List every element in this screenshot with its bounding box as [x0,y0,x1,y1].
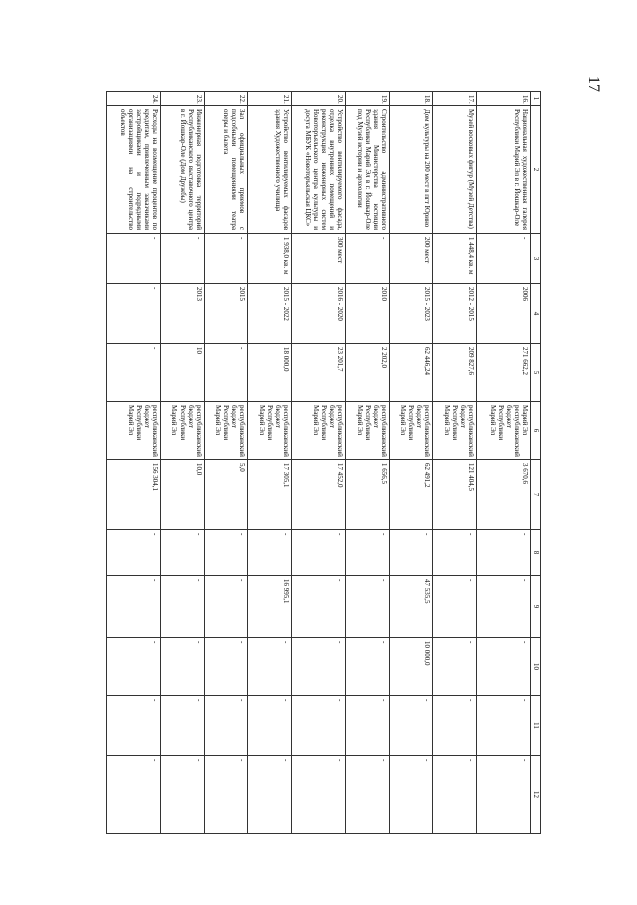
col-header: 3 [531,234,541,284]
value-col-8-cell: - [160,530,204,576]
value-col-10-cell: - [345,638,389,696]
period-cell: 2013 [160,284,204,344]
object-name-cell: Музей восковых фигур (Музей Детства) [433,106,477,234]
row-number-cell: 20. [292,92,346,106]
value-col-11-cell: - [204,696,248,756]
object-name-cell: Национальная художественная галерея Республики Марий Эл в г. Йошкар-Оле [477,106,531,234]
table-row [248,92,292,834]
period-cell: 2015 - 2023 [389,284,433,344]
value-col-12-cell: - [248,756,292,834]
value-col-8-cell: - [248,530,292,576]
col-header: 6 [531,402,541,460]
value-col-12-cell: - [292,756,346,834]
capacity-cell: - [477,234,531,284]
value-col-11-cell: - [292,696,346,756]
period-cell: 2016 - 2020 [292,284,346,344]
estimated-cost-cell: 209 827,6 [433,344,477,402]
object-name-cell: Расходы на возмещение процентов по кредитам, привлеченным заказчиками застройщиками и подрядными организациями на строительство объектов [107,106,161,234]
funding-source-cell: республиканский бюджет Республики Марий Эл [345,402,389,460]
value-col-7-cell: 5,0 [204,460,248,530]
value-col-8-cell: - [433,530,477,576]
capacity-cell: - [160,234,204,284]
value-col-10-cell: - [107,638,161,696]
estimated-cost-cell: - [204,344,248,402]
table-row [204,92,248,834]
value-col-12-cell: - [477,756,531,834]
col-header: 8 [531,530,541,576]
value-col-12-cell: - [204,756,248,834]
funding-source-cell: республиканский бюджет Республики Марий Эл [292,402,346,460]
value-col-11-cell: - [389,696,433,756]
value-col-10-cell: - [160,638,204,696]
col-header: 5 [531,344,541,402]
value-col-8-cell: - [345,530,389,576]
value-col-10-cell: - [248,638,292,696]
row-number-cell: 21. [248,92,292,106]
period-cell: - [107,284,161,344]
funding-source-cell: республиканский бюджет Республики Марий Эл [433,402,477,460]
value-col-7-cell: 156 304,1 [107,460,161,530]
value-col-7-cell: 121 404,5 [433,460,477,530]
header-row [531,92,541,834]
value-col-10-cell: - [204,638,248,696]
value-col-8-cell: - [477,530,531,576]
capacity-cell: 200 мест [389,234,433,284]
data-table [106,91,541,834]
capacity-cell: - [107,234,161,284]
value-col-11-cell: - [248,696,292,756]
value-col-8-cell: - [389,530,433,576]
value-col-7-cell: 3 670,6 [477,460,531,530]
col-header: 10 [531,638,541,696]
capacity-cell: - [204,234,248,284]
col-header: 7 [531,460,541,530]
value-col-11-cell: - [160,696,204,756]
col-header: 9 [531,576,541,638]
object-name-cell: Устройство вентилируемых фасадов здания Художественного училища [248,106,292,234]
col-header: 12 [531,756,541,834]
value-col-9-cell: 47 535,5 [389,576,433,638]
period-cell: 2010 [345,284,389,344]
value-col-11-cell: - [477,696,531,756]
value-col-9-cell: - [204,576,248,638]
value-col-7-cell: 17 305,1 [248,460,292,530]
value-col-9-cell: - [160,576,204,638]
estimated-cost-cell: - [107,344,161,402]
row-number-cell: 22. [204,92,248,106]
estimated-cost-cell: 23 201,7 [292,344,346,402]
value-col-9-cell: - [107,576,161,638]
col-header: 2 [531,106,541,234]
value-col-12-cell: - [160,756,204,834]
row-number-cell: 18. [389,92,433,106]
capacity-cell: - [345,234,389,284]
col-header: 4 [531,284,541,344]
funding-source-cell: республиканский бюджет Республики Марий Эл [204,402,248,460]
object-name-cell: Устройство вентилируемого фасада, отделка внутренних помещений и реконструкция инженерных систем Новоторъяльского центра культуры и досуга МБУК «Новоторъяльская ЦКС» [292,106,346,234]
value-col-11-cell: - [107,696,161,756]
capacity-cell: 1 938,0 кв. м [248,234,292,284]
value-col-8-cell: - [107,530,161,576]
funding-source-cell: республиканский бюджет Республики Марий Эл [107,402,161,460]
value-col-10-cell: - [477,638,531,696]
object-name-cell: Дом культуры на 200 мест в пгт Юрино [389,106,433,234]
estimated-cost-cell: 62 446,24 [389,344,433,402]
value-col-9-cell: - [292,576,346,638]
value-col-10-cell: - [433,638,477,696]
value-col-12-cell: - [107,756,161,834]
period-cell: 2015 - 2022 [248,284,292,344]
row-number-cell: 19. [345,92,389,106]
value-col-8-cell: - [292,530,346,576]
estimated-cost-cell: 2 202,0 [345,344,389,402]
value-col-8-cell: - [204,530,248,576]
table-row [160,92,204,834]
row-number-cell: 23. [160,92,204,106]
rotated-table-wrapper [106,91,541,833]
value-col-12-cell: - [433,756,477,834]
table-row [292,92,346,834]
estimated-cost-cell: 10 [160,344,204,402]
value-col-12-cell: - [345,756,389,834]
value-col-7-cell: 62 491,2 [389,460,433,530]
row-number-cell: 24. [107,92,161,106]
estimated-cost-cell: 18 000,0 [248,344,292,402]
capacity-cell: 1 448,4 кв. м [433,234,477,284]
table-row [107,92,161,834]
value-col-11-cell: - [433,696,477,756]
value-col-12-cell: - [389,756,433,834]
table-row [389,92,433,834]
value-col-10-cell: 10 000,0 [389,638,433,696]
value-col-9-cell: - [345,576,389,638]
value-col-9-cell: - [433,576,477,638]
funding-source-cell: республиканский бюджет Республики Марий Эл [248,402,292,460]
object-name-cell: Зал официальных приемов с подсобными помещениями театра оперы и балета [204,106,248,234]
col-header: 1 [531,92,541,106]
period-cell: 2006 [477,284,531,344]
funding-source-cell: республиканский бюджет Республики Марий Эл [160,402,204,460]
row-number-cell: 16. [477,92,531,106]
col-header: 11 [531,696,541,756]
value-col-9-cell: - [477,576,531,638]
funding-source-cell: Марий Эл республиканский бюджет Республики Марий Эл [477,402,531,460]
value-col-10-cell: - [292,638,346,696]
row-number-cell: 17. [433,92,477,106]
value-col-7-cell: 17 452,0 [292,460,346,530]
object-name-cell: Строительство административного здания Министерства юстиции Республики Марий Эл в г. Йошкар-Оле под Музей истории и археологии [345,106,389,234]
value-col-11-cell: - [345,696,389,756]
value-col-7-cell: 1 656,5 [345,460,389,530]
period-cell: 2015 [204,284,248,344]
period-cell: 2012 - 2015 [433,284,477,344]
estimated-cost-cell: 271 662,2 [477,344,531,402]
funding-source-cell: республиканский бюджет Республики Марий Эл [389,402,433,460]
object-name-cell: Инженерная подготовка территорий Республиканского выставочного центра в г. Йошкар-Оле (Дом Дружбы) [160,106,204,234]
page-number: 17 [585,76,602,92]
value-col-9-cell: 16 995,1 [248,576,292,638]
table-row [345,92,389,834]
table-row [433,92,477,834]
table-row [477,92,531,834]
capacity-cell: 300 мест [292,234,346,284]
value-col-7-cell: 10,0 [160,460,204,530]
